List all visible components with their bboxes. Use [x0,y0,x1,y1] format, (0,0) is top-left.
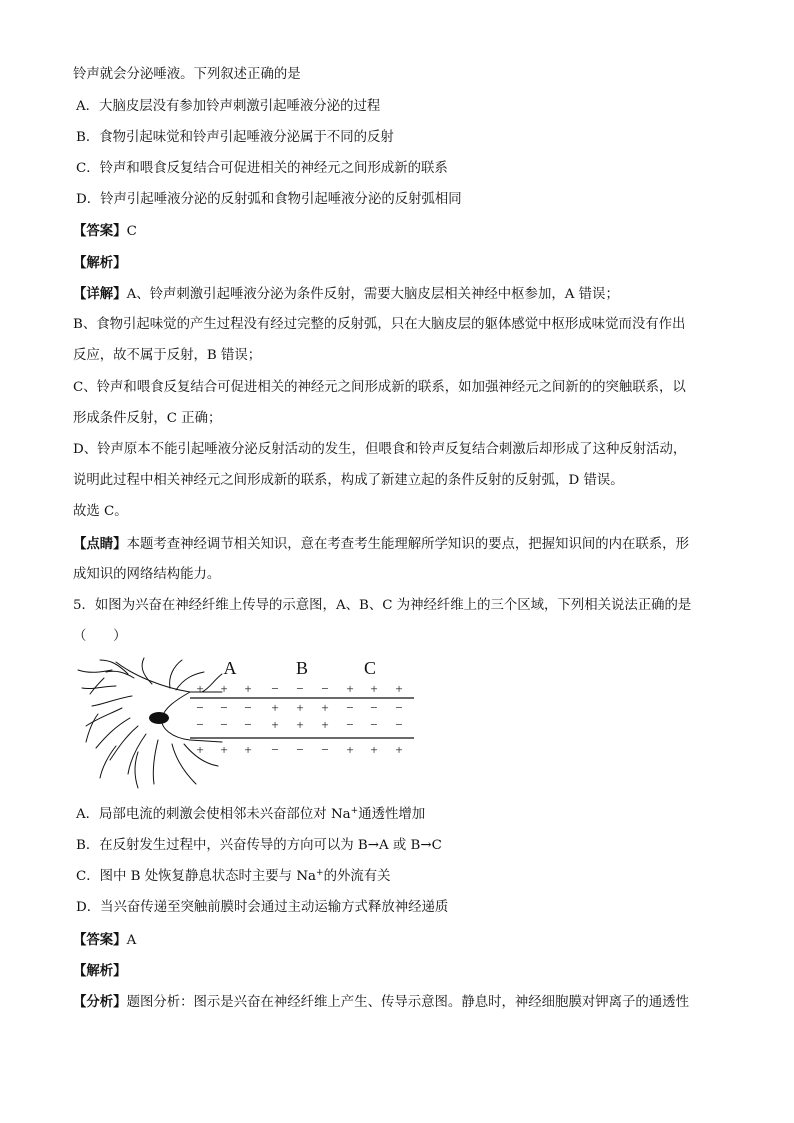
option-a-text: A．局部电流的刺激会使相邻未兴奋部位对 Na [76,807,351,822]
option-a-text-end: 通透性增加 [358,807,426,822]
charge-outer-bottom-6: − [321,742,329,757]
q4-detail-line-6: D、铃声原本不能引起唾液分泌反射活动的发生，但喂食和铃声反复结合刺激后却形成了这种反射活动， [73,442,687,457]
nerve-fiber-diagram [72,652,420,798]
analysis-tag: 【解析】 [73,963,127,979]
q4-detail-line-3: 反应，故不属于反射，B 错误； [73,348,262,363]
q4-answer [73,222,137,241]
detail-tag: 【详解】 [73,286,127,302]
q5-option-c [76,868,391,886]
charge-outer-top-7: + [346,681,354,696]
q5-option-d: D．当兴奋传递至突触前膜时会通过主动运输方式释放神经递质 [76,900,449,915]
charge-inner-bottom-9: − [395,717,403,732]
charge-outer-bottom-7: + [346,742,354,757]
q4-conclusion: 故选 C。 [73,504,128,519]
charge-outer-bottom-9: + [395,742,403,757]
charge-outer-top-8: + [370,681,378,696]
q4-option-a: A．大脑皮层没有参加铃声刺激引起唾液分泌的过程 [76,99,381,114]
q5-analysis-line-1 [73,993,689,1012]
q5-answer [73,931,136,950]
q4-option-b: B．食物引起味觉和铃声引起唾液分泌属于不同的反射 [76,130,394,145]
comment-text: 本题考查神经调节相关知识，意在考查考生能理解所学知识的要点，把握知识间的内在联系，形 [126,537,689,552]
analysis-tag: 【解析】 [73,255,127,271]
q4-comment-line-2: 成知识的网络结构能力。 [73,567,221,582]
charge-inner-bottom-3: − [244,717,252,732]
charge-inner-top-4: + [271,700,279,715]
q4-option-c: C．铃声和喂食反复结合可促进相关的神经元之间形成新的联系 [76,161,448,176]
charge-outer-bottom-5: − [296,742,304,757]
answer-tag: 【答案】 [73,932,127,948]
charge-outer-top-6: − [321,681,329,696]
q5-stem-line-1: 5．如图为兴奋在神经纤维上传导的示意图，A、B、C 为神经纤维上的三个区域，下列相关说法正确的是 [73,598,692,613]
q5-option-b: B．在反射发生过程中，兴奋传导的方向可以为 B→A 或 B→C [76,838,442,853]
charge-outer-top-5: − [296,681,304,696]
charge-inner-top-9: − [395,700,403,715]
charge-inner-top-7: − [346,700,354,715]
charge-inner-top-1: − [196,700,204,715]
charge-outer-top-2: + [220,681,228,696]
answer-value: A [126,933,137,948]
charge-inner-bottom-1: − [196,717,204,732]
charge-inner-bottom-7: − [346,717,354,732]
charge-inner-top-6: + [321,700,329,715]
charge-outer-top-9: + [395,681,403,696]
charge-outer-bottom-1: + [196,742,204,757]
q4-analysis-heading [73,254,127,273]
q4-detail-line-2: B、食物引起味觉的产生过程没有经过完整的反射弧，只在大脑皮层的躯体感觉中枢形成味觉而没有作出 [73,317,686,332]
sodium-charge: + [350,806,359,816]
answer-tag: 【答案】 [73,223,127,239]
charge-outer-top-3: + [244,681,252,696]
q4-option-d: D．铃声引起唾液分泌的反射弧和食物引起唾液分泌的反射弧相同 [76,192,462,207]
charge-inner-bottom-8: − [370,717,378,732]
q4-detail-line-1 [73,285,619,304]
charge-outer-bottom-8: + [370,742,378,757]
nucleus [149,712,169,724]
q4-stem-tail: 铃声就会分泌唾液。下列叙述正确的是 [73,67,301,82]
analysis-sub-tag: 【分析】 [73,994,127,1010]
region-label-a: A [223,658,237,678]
charge-inner-bottom-4: + [271,717,279,732]
q4-detail-line-5: 形成条件反射，C 正确； [73,411,222,426]
option-c-text: C．图中 B 处恢复静息状态时主要与 Na [76,869,317,884]
answer-value: C [126,224,137,239]
detail-text: A、铃声刺激引起唾液分泌为条件反射，需要大脑皮层相关神经中枢参加，A 错误； [126,287,619,302]
charge-outer-bottom-2: + [220,742,228,757]
region-label-b: B [295,658,309,678]
charge-inner-top-2: − [220,700,228,715]
charge-inner-bottom-2: − [220,717,228,732]
charge-outer-top-4: − [271,681,279,696]
charge-inner-bottom-6: + [321,717,329,732]
charge-outer-bottom-4: − [271,742,279,757]
q4-comment-line-1 [73,535,689,554]
q5-option-a [76,806,425,824]
charge-inner-top-5: + [296,700,304,715]
charge-outer-top-1: + [196,681,204,696]
charge-outer-bottom-3: + [244,742,252,757]
q5-stem-line-2: （ ） [73,629,127,644]
q4-detail-line-4: C、铃声和喂食反复结合可促进相关的神经元之间形成新的联系，如加强神经元之间新的的突触联系，以 [73,380,686,395]
charge-inner-top-8: − [370,700,378,715]
charge-inner-bottom-5: + [296,717,304,732]
region-label-c: C [363,658,377,678]
q5-analysis-heading [73,962,127,981]
option-c-text-end: 的外流有关 [323,869,391,884]
charge-inner-top-3: − [244,700,252,715]
analysis-text: 题图分析：图示是兴奋在神经纤维上产生、传导示意图。静息时，神经细胞膜对钾离子的通透性 [126,995,689,1010]
q4-detail-line-7: 说明此过程中相关神经元之间形成新的联系，构成了新建立起的条件反射的反射弧，D 错误。 [73,473,624,488]
sodium-charge: + [316,868,324,878]
comment-tag: 【点睛】 [73,536,127,552]
